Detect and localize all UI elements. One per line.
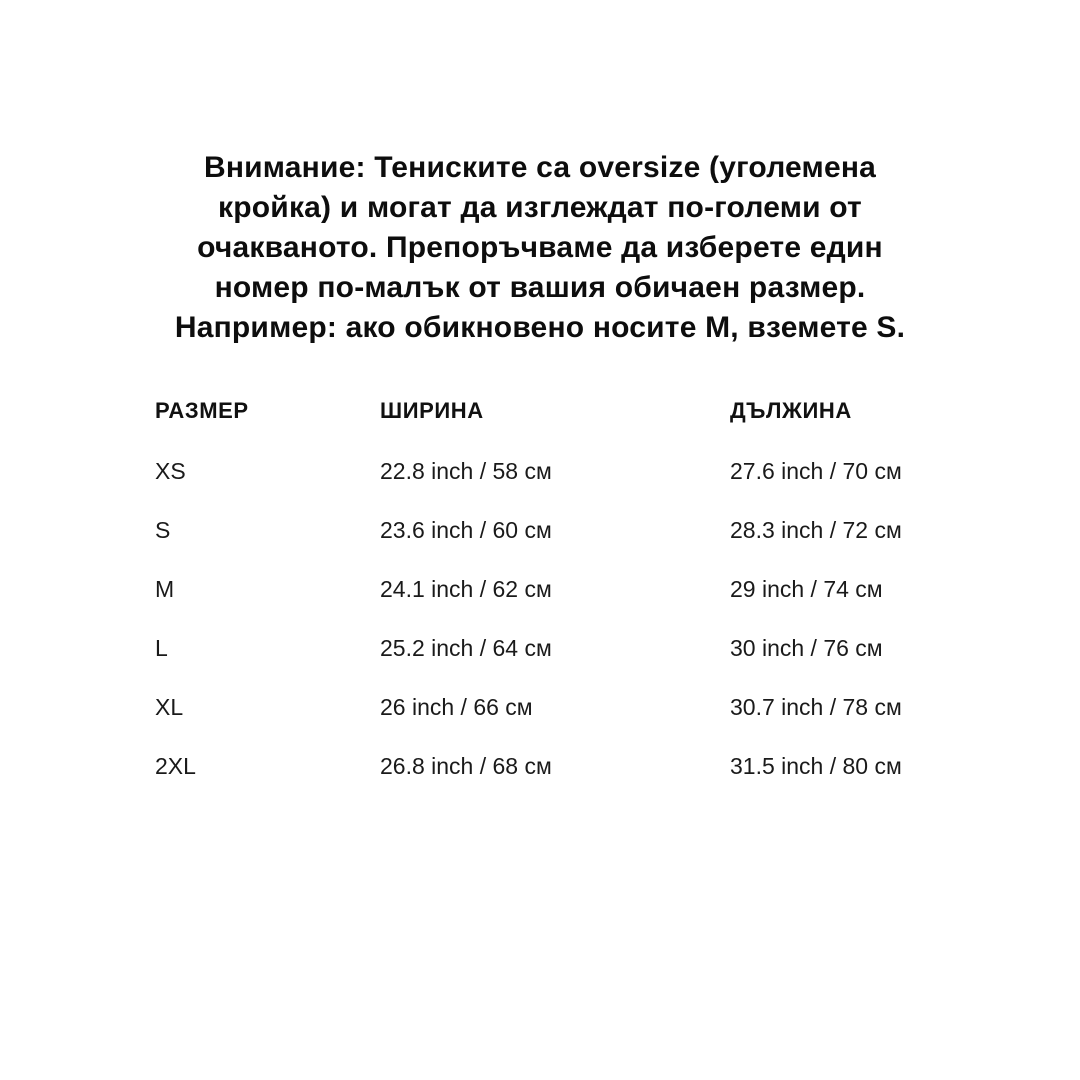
table-row [155,458,955,485]
notice-line-3: очакваното. Препоръчваме да изберете един [197,231,883,264]
cell-width: 25.2 inch / 64 см [380,635,552,661]
cell-width: 23.6 inch / 60 см [380,517,552,543]
cell-size: XL [155,694,184,720]
table-row [155,517,955,544]
cell-width: 26.8 inch / 68 см [380,753,552,779]
column-header-width: ШИРИНА [380,398,484,423]
notice-line-5: Например: ако обикновено носите M, вземете S. [174,311,906,344]
notice-line-1: Внимание: Тениските са oversize (уголемена [203,151,877,184]
cell-length: 30.7 inch / 78 см [730,694,902,720]
cell-length: 27.6 inch / 70 см [730,458,902,484]
cell-length: 31.5 inch / 80 см [730,753,902,779]
notice-line-2: кройка) и могат да изглеждат по-големи от [218,191,862,224]
cell-size: L [155,635,168,661]
table-header-row [155,398,955,424]
cell-size: 2XL [155,753,196,779]
cell-length: 30 inch / 76 см [730,635,883,661]
notice-line-4: номер по-малък от вашия обичаен размер. [214,271,866,304]
cell-size: S [155,517,171,543]
table-row [155,753,955,780]
cell-length: 29 inch / 74 см [730,576,883,602]
column-header-length: ДЪЛЖИНА [730,398,852,423]
oversize-notice [90,148,990,348]
cell-size: M [155,576,175,602]
cell-width: 22.8 inch / 58 см [380,458,552,484]
cell-width: 24.1 inch / 62 см [380,576,552,602]
table-row [155,635,955,662]
column-header-size: РАЗМЕР [155,398,249,423]
size-table [155,398,955,812]
table-row [155,694,955,721]
table-row [155,576,955,603]
cell-length: 28.3 inch / 72 см [730,517,902,543]
cell-width: 26 inch / 66 см [380,694,533,720]
cell-size: XS [155,458,186,484]
